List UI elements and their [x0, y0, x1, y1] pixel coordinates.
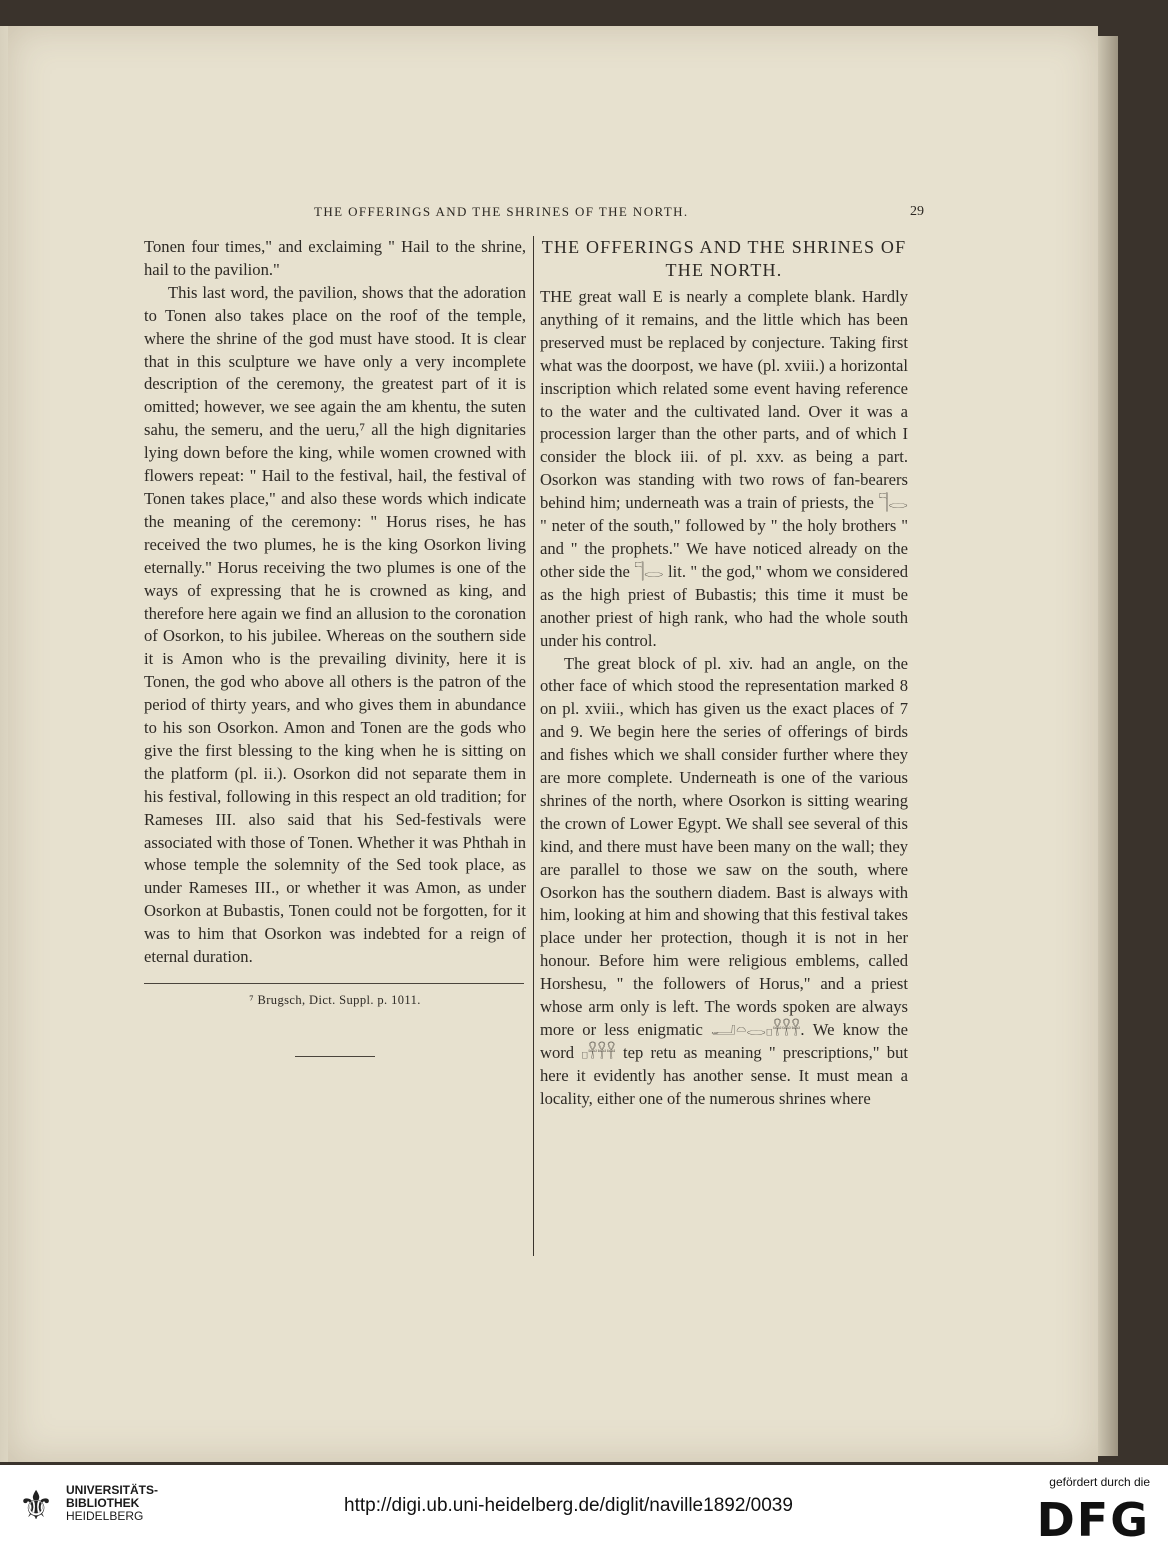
dfg-logo: DFG: [1036, 1493, 1150, 1547]
right-paragraph-1: THE great wall E is nearly a complete blank. Hardly anything of it remains, and the little which has been preserved must be replaced by conjecture. Taking first what was the doorpost, we have (pl. xviii.) a horizontal inscription which related some event having reference to the water and the cultivated land. Over it was a procession larger than the other parts, and of which I consider the block iii. of pl. xxv. as being a part. Osorkon was standing with two rows of fan-bearers behind him; underneath was a train of priests, the 𓊹𓂋 " neter of the south," followed by " the holy brothers " and " the prophets." We have noticed already on the other side the 𓊹𓂋 lit. " the god," whom we considered as the high priest of Bubastis; this time it must be another priest of high rank, who had the whole south under his control.: [540, 287, 908, 650]
page-edge: [1098, 36, 1118, 1456]
left-column: [144, 236, 526, 1057]
library-line-1: UNIVERSITÄTS-: [66, 1483, 159, 1497]
right-column: [540, 236, 908, 1111]
right-paragraph-2: The great block of pl. xiv. had an angle, on the other face of which stood the representation marked 8 on pl. xviii., which has given us the exact places of 7 and 9. We begin here the series of offerings of birds and fishes which we shall consider further where they are more complete. Underneath is one of the various shrines of the north, where Osorkon is sitting wearing the crown of Lower Egypt. We shall see several of this kind, and there must have been many on the wall; they are parallel to those we saw on the south, where Osorkon has the southern diadem. Bast is always with him, looking at him and showing that this festival takes place under her protection, though it is not in her honour. Before him were religious emblems, called Horshesu, " the followers of Horus," and a priest whose arm only is left. The words spoken are always more or less enigmatic 𓂝𓏏𓂋𓊪𓋹𓋹𓋹. We know the word 𓊪𓋹𓋹𓋹 tep retu as meaning " prescriptions," but here it evidently has another sense. It must mean a locality, either one of the numerous shrines where: [540, 653, 908, 1108]
left-paragraph-1: Tonen four times," and exclaiming " Hail to the shrine, hail to the pavilion.": [144, 237, 526, 279]
page-number: 29: [910, 204, 924, 219]
footer-bar: [0, 1465, 1168, 1550]
library-logo-text: [66, 1484, 158, 1523]
footnote-rule: [144, 983, 524, 984]
running-title: THE OFFERINGS AND THE SHRINES OF THE NORTH.: [314, 204, 689, 219]
column-divider: [533, 236, 534, 1256]
library-line-2: BIBLIOTHEK: [66, 1496, 140, 1510]
footnote: ⁷ Brugsch, Dict. Suppl. p. 1011.: [249, 993, 421, 1007]
library-line-3: HEIDELBERG: [66, 1509, 144, 1523]
funded-by-label: gefördert durch die: [1049, 1475, 1150, 1489]
section-title: THE OFFERINGS AND THE SHRINES OF THE NORTH.: [541, 237, 907, 280]
left-paragraph-2: This last word, the pavilion, shows that the adoration to Tonen also takes place on the roof of the temple, where the shrine of the god must have stood. It is clear that in this sculpture we have only a very incomplete description of the ceremony, the greatest part of it is omitted; however, we see again the am khentu, the suten sahu, the semeru, and the ueru,⁷ all the high dignitaries lying down before the king, while women crowned with flowers repeat: " Hail to the festival, hail, the festival of Tonen takes place," and also these words which indicate the meaning of the ceremony: " Horus rises, he has received the two plumes, he is the king Osorkon living eternally." Horus receiving the two plumes is one of the ways of expressing that he is crowned as king, and therefore here again we find an allusion to the coronation of Osorkon, to his jubilee. Whereas on the southern side it is Amon who is the prevailing divinity, here it is Tonen, the god who above all others is the patron of the period of thirty years, and who gives them in abundance to his son Osorkon. Amon and Tonen are the gods who give the first blessing to the king when he is sitting on the platform (pl. ii.). Osorkon did not separate them in his festival, following in this respect an old tradition; for Rameses III. also said that his Sed-festivals were associated with those of Tonen. Whether it was Phthah in whose temple the solemnity of the Sed took place, as under Rameses III., or whether it was Amon, as under Osorkon at Bubastis, Tonen could not be forgotten, for it was to him that Osorkon was indebted for a reign of eternal duration.: [144, 282, 526, 967]
university-seal-icon: ⚜: [18, 1484, 54, 1528]
end-rule: [295, 1056, 375, 1057]
running-header: [144, 204, 924, 224]
permalink-url[interactable]: http://digi.ub.uni-heidelberg.de/diglit/naville1892/0039: [344, 1495, 793, 1516]
